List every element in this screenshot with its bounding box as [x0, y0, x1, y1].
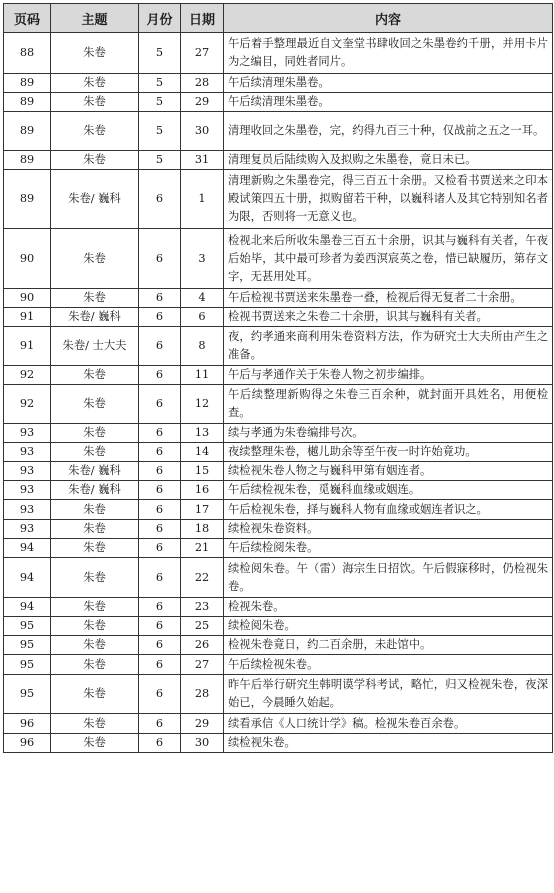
- table-row: [4, 443, 553, 462]
- topic-cell: 朱卷: [51, 655, 139, 675]
- page-cell: 89: [4, 93, 51, 112]
- topic-cell: 朱卷: [51, 289, 139, 308]
- day-cell: 22: [181, 558, 224, 598]
- day-cell: 29: [181, 93, 224, 112]
- topic-cell: 朱卷: [51, 33, 139, 74]
- month-cell: 6: [139, 675, 181, 714]
- page-cell: 88: [4, 33, 51, 74]
- day-cell: 15: [181, 462, 224, 481]
- day-cell: 17: [181, 500, 224, 520]
- content-cell: 夜续整理朱卷，樾儿助余等至午夜一时许始竟功。: [224, 443, 553, 462]
- content-cell: 检视朱卷竟日，约二百余册，未赴馆中。: [224, 636, 553, 655]
- page-cell: 94: [4, 558, 51, 598]
- day-cell: 27: [181, 33, 224, 74]
- month-cell: 5: [139, 112, 181, 151]
- month-cell: 6: [139, 539, 181, 558]
- month-cell: 6: [139, 558, 181, 598]
- page-cell: 93: [4, 443, 51, 462]
- page-cell: 94: [4, 598, 51, 617]
- header-topic: 主题: [51, 4, 139, 33]
- table-row: [4, 112, 553, 151]
- month-cell: 5: [139, 33, 181, 74]
- day-cell: 11: [181, 366, 224, 385]
- page-cell: 90: [4, 289, 51, 308]
- content-cell: 午后与孝通作关于朱卷人物之初步编排。: [224, 366, 553, 385]
- topic-cell: 朱卷: [51, 675, 139, 714]
- table-row: [4, 714, 553, 734]
- topic-cell: 朱卷: [51, 366, 139, 385]
- topic-cell: 朱卷: [51, 636, 139, 655]
- month-cell: 6: [139, 481, 181, 500]
- content-cell: 检视书贾送来之朱卷二十余册，识其与巍科有关者。: [224, 308, 553, 327]
- month-cell: 6: [139, 443, 181, 462]
- page-cell: 90: [4, 229, 51, 289]
- content-cell: 续看承信《人口统计学》稿。检视朱卷百余卷。: [224, 714, 553, 734]
- page-cell: 91: [4, 327, 51, 366]
- page-cell: 93: [4, 520, 51, 539]
- table-row: [4, 481, 553, 500]
- content-cell: 午后续检视朱卷。: [224, 655, 553, 675]
- month-cell: 6: [139, 655, 181, 675]
- month-cell: 6: [139, 327, 181, 366]
- table-row: [4, 308, 553, 327]
- day-cell: 13: [181, 424, 224, 443]
- content-cell: 续检阅朱卷。午（雷）海宗生日招饮。午后假寐移时，仍检视朱卷。: [224, 558, 553, 598]
- header-row: [4, 4, 553, 33]
- content-cell: 续检视朱卷。: [224, 734, 553, 753]
- topic-cell: 朱卷: [51, 443, 139, 462]
- page-cell: 89: [4, 151, 51, 170]
- content-cell: 午后续检视朱卷，觅巍科血缘或姻连。: [224, 481, 553, 500]
- header-page: 页码: [4, 4, 51, 33]
- topic-cell: 朱卷: [51, 229, 139, 289]
- table-row: [4, 636, 553, 655]
- page-cell: 95: [4, 675, 51, 714]
- day-cell: 3: [181, 229, 224, 289]
- table-row: [4, 151, 553, 170]
- month-cell: 6: [139, 385, 181, 424]
- topic-cell: 朱卷: [51, 385, 139, 424]
- page-cell: 94: [4, 539, 51, 558]
- table-row: [4, 500, 553, 520]
- day-cell: 31: [181, 151, 224, 170]
- day-cell: 28: [181, 74, 224, 93]
- page-cell: 89: [4, 112, 51, 151]
- month-cell: 6: [139, 462, 181, 481]
- month-cell: 6: [139, 289, 181, 308]
- table-row: [4, 93, 553, 112]
- topic-cell: 朱卷: [51, 74, 139, 93]
- table-row: [4, 617, 553, 636]
- month-cell: 6: [139, 714, 181, 734]
- page-cell: 96: [4, 734, 51, 753]
- page-cell: 89: [4, 74, 51, 93]
- day-cell: 30: [181, 734, 224, 753]
- topic-cell: 朱卷: [51, 112, 139, 151]
- table-row: [4, 520, 553, 539]
- page-cell: 95: [4, 636, 51, 655]
- topic-cell: 朱卷/ 巍科: [51, 462, 139, 481]
- table-row: [4, 558, 553, 598]
- topic-cell: 朱卷: [51, 93, 139, 112]
- day-cell: 4: [181, 289, 224, 308]
- day-cell: 14: [181, 443, 224, 462]
- table-row: [4, 229, 553, 289]
- table-row: [4, 74, 553, 93]
- content-cell: 续检视朱卷人物之与巍科甲第有姻连者。: [224, 462, 553, 481]
- content-cell: 午后着手整理最近自文奎堂书肆收回之朱墨卷约千册，并用卡片为之编目，同姓者同片。: [224, 33, 553, 74]
- month-cell: 6: [139, 170, 181, 229]
- month-cell: 5: [139, 151, 181, 170]
- table-row: [4, 655, 553, 675]
- topic-cell: 朱卷: [51, 558, 139, 598]
- page-cell: 93: [4, 424, 51, 443]
- topic-cell: 朱卷/ 士大夫: [51, 327, 139, 366]
- table-row: [4, 675, 553, 714]
- table-row: [4, 327, 553, 366]
- month-cell: 6: [139, 598, 181, 617]
- day-cell: 6: [181, 308, 224, 327]
- page-cell: 89: [4, 170, 51, 229]
- month-cell: 6: [139, 424, 181, 443]
- content-cell: 午后续整理新购得之朱卷三百余种，就封面开具姓名，用便检查。: [224, 385, 553, 424]
- page-cell: 93: [4, 462, 51, 481]
- page-cell: 92: [4, 385, 51, 424]
- table-row: [4, 539, 553, 558]
- month-cell: 6: [139, 229, 181, 289]
- topic-cell: 朱卷: [51, 598, 139, 617]
- month-cell: 6: [139, 734, 181, 753]
- content-cell: 检视北来后所收朱墨卷三百五十余册，识其与巍科有关者，午夜后始毕，其中最可珍者为姜西溟宸英之卷，惜已缺履历，第存文字，无甚用处耳。: [224, 229, 553, 289]
- day-cell: 21: [181, 539, 224, 558]
- month-cell: 5: [139, 74, 181, 93]
- content-cell: 昨午后举行研究生韩明谟学科考试，略忙，归又检视朱卷，夜深始已，今晨睡久始起。: [224, 675, 553, 714]
- table-row: [4, 170, 553, 229]
- day-cell: 27: [181, 655, 224, 675]
- page-cell: 93: [4, 500, 51, 520]
- diary-table: [3, 3, 553, 753]
- topic-cell: 朱卷/ 巍科: [51, 170, 139, 229]
- topic-cell: 朱卷: [51, 734, 139, 753]
- header-month: 月份: [139, 4, 181, 33]
- content-cell: 午后检视书贾送来朱墨卷一叠，检视后得无复者二十余册。: [224, 289, 553, 308]
- page-cell: 96: [4, 714, 51, 734]
- content-cell: 清理新购之朱墨卷完，得三百五十余册。又检看书贾送来之印本殿试策四五十册，拟购留若干种，以巍科诸人及其它特别知名者为限，否则将一无意义也。: [224, 170, 553, 229]
- content-cell: 检视朱卷。: [224, 598, 553, 617]
- topic-cell: 朱卷: [51, 617, 139, 636]
- header-content: 内容: [224, 4, 553, 33]
- month-cell: 6: [139, 366, 181, 385]
- table-row: [4, 462, 553, 481]
- topic-cell: 朱卷: [51, 500, 139, 520]
- topic-cell: 朱卷/ 巍科: [51, 308, 139, 327]
- month-cell: 6: [139, 636, 181, 655]
- content-cell: 续检阅朱卷。: [224, 617, 553, 636]
- content-cell: 清理收回之朱墨卷，完，约得九百三十种，仅战前之五之一耳。: [224, 112, 553, 151]
- table-row: [4, 734, 553, 753]
- day-cell: 26: [181, 636, 224, 655]
- page-cell: 92: [4, 366, 51, 385]
- day-cell: 12: [181, 385, 224, 424]
- day-cell: 18: [181, 520, 224, 539]
- month-cell: 6: [139, 500, 181, 520]
- table-row: [4, 385, 553, 424]
- day-cell: 25: [181, 617, 224, 636]
- day-cell: 29: [181, 714, 224, 734]
- topic-cell: 朱卷: [51, 520, 139, 539]
- topic-cell: 朱卷: [51, 424, 139, 443]
- table-row: [4, 33, 553, 74]
- day-cell: 16: [181, 481, 224, 500]
- page-cell: 91: [4, 308, 51, 327]
- content-cell: 午后检视朱卷，择与巍科人物有血缘或姻连者识之。: [224, 500, 553, 520]
- page-cell: 95: [4, 655, 51, 675]
- day-cell: 8: [181, 327, 224, 366]
- table-row: [4, 289, 553, 308]
- header-day: 日期: [181, 4, 224, 33]
- content-cell: 夜，约孝通来商利用朱卷资料方法，作为研究士大夫所由产生之准备。: [224, 327, 553, 366]
- table-row: [4, 424, 553, 443]
- month-cell: 5: [139, 93, 181, 112]
- topic-cell: 朱卷: [51, 151, 139, 170]
- month-cell: 6: [139, 308, 181, 327]
- topic-cell: 朱卷: [51, 714, 139, 734]
- month-cell: 6: [139, 520, 181, 539]
- content-cell: 午后续清理朱墨卷。: [224, 93, 553, 112]
- page-cell: 95: [4, 617, 51, 636]
- table-row: [4, 366, 553, 385]
- topic-cell: 朱卷: [51, 539, 139, 558]
- topic-cell: 朱卷/ 巍科: [51, 481, 139, 500]
- content-cell: 午后续检阅朱卷。: [224, 539, 553, 558]
- content-cell: 续与孝通为朱卷编排号次。: [224, 424, 553, 443]
- table-row: [4, 598, 553, 617]
- day-cell: 30: [181, 112, 224, 151]
- month-cell: 6: [139, 617, 181, 636]
- content-cell: 续检视朱卷资料。: [224, 520, 553, 539]
- content-cell: 清理复员后陆续购入及拟购之朱墨卷，竟日未已。: [224, 151, 553, 170]
- day-cell: 28: [181, 675, 224, 714]
- day-cell: 1: [181, 170, 224, 229]
- content-cell: 午后续清理朱墨卷。: [224, 74, 553, 93]
- page-cell: 93: [4, 481, 51, 500]
- day-cell: 23: [181, 598, 224, 617]
